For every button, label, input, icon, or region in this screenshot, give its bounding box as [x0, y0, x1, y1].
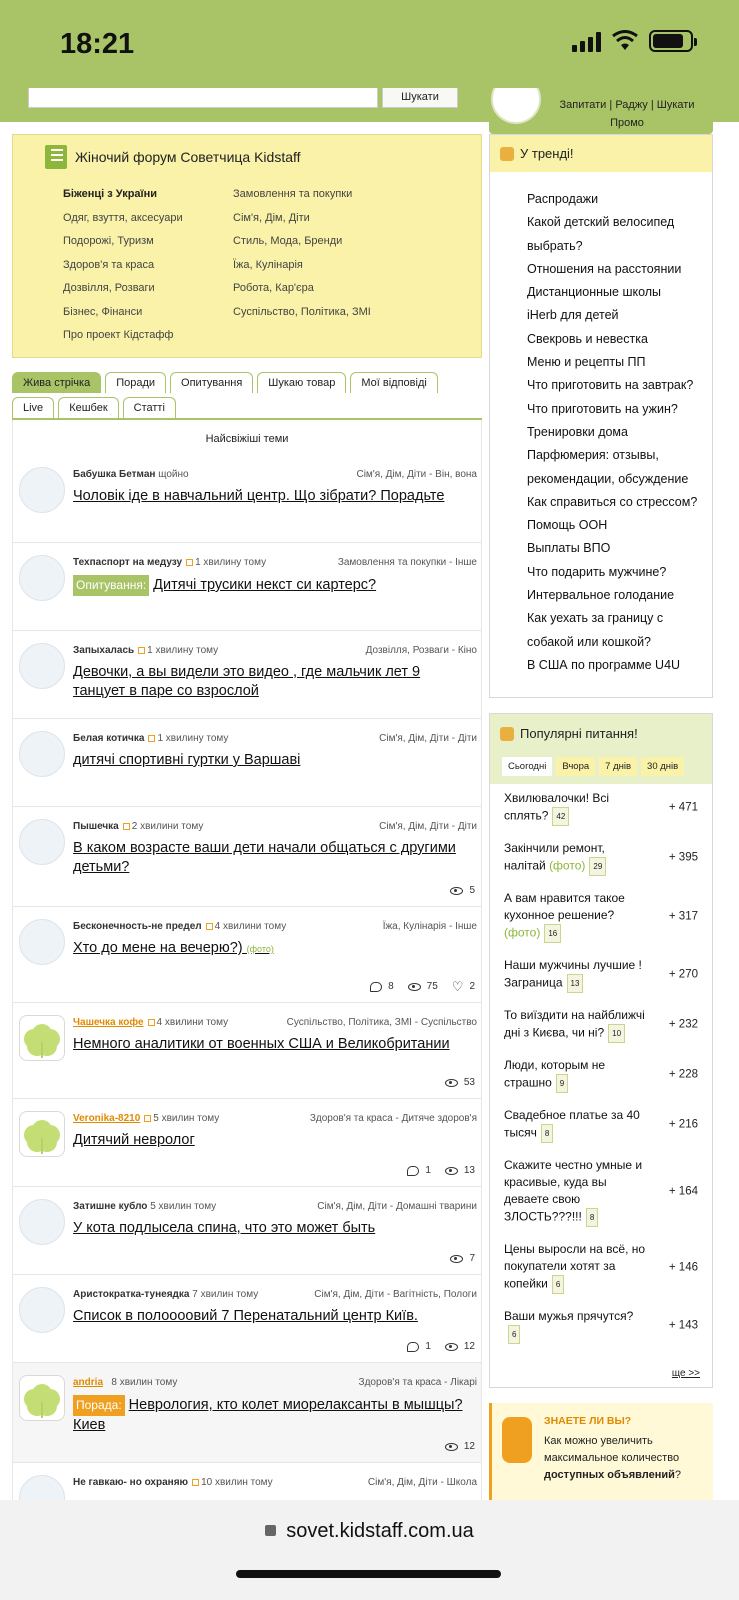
tab-cashback[interactable]: Кешбек: [58, 397, 118, 418]
post-time: 4 хвилини тому: [156, 1017, 229, 1028]
views-count: 5: [469, 885, 475, 896]
pages-badge[interactable]: 8: [541, 1124, 553, 1143]
post-title[interactable]: Немного аналитики от военных США и Великобритании: [73, 1036, 450, 1052]
photo-tag: (фото): [549, 858, 586, 873]
popular-count: + 317: [668, 910, 698, 923]
post-stats: [370, 978, 475, 994]
popular-box: [489, 713, 713, 1388]
popular-title: Популярні питання!: [520, 726, 638, 742]
trend-link[interactable]: iHerb для детей: [527, 308, 619, 323]
popular-tabs: [490, 741, 712, 784]
forum-category-link[interactable]: Робота, Кар'єра: [233, 282, 314, 294]
feed-list: [12, 420, 482, 1500]
trend-link[interactable]: Помощь ООН: [527, 518, 608, 533]
popular-item: [504, 840, 702, 876]
did-you-know-text: [544, 1433, 705, 1484]
status-box-icon: [123, 823, 130, 830]
forum-box: [12, 134, 482, 358]
did-you-know-body: Как можно увеличить максимальное количество: [544, 1435, 680, 1465]
forum-title: [45, 145, 467, 169]
list-item[interactable]: [13, 907, 481, 1003]
avatar: [19, 819, 65, 865]
browser-bottom-bar: [0, 1500, 739, 1600]
post-meta: Чашечка кофе 4 хвилини тому Суспільство, Політика, ЗМІ - Суспільство: [73, 1017, 477, 1028]
pages-badge[interactable]: 6: [552, 1275, 564, 1294]
post-author[interactable]: Пышечка: [73, 821, 119, 832]
trend-link[interactable]: Выплаты ВПО: [527, 541, 611, 556]
status-box-icon: [148, 735, 155, 742]
tab-7-days[interactable]: 7 днів: [599, 757, 637, 776]
views-count: 12: [463, 1341, 475, 1352]
post-subcategory[interactable]: Кіно: [457, 645, 477, 656]
flag-icon: [500, 727, 514, 741]
popular-item: [504, 1007, 702, 1043]
post-title[interactable]: Дитячі трусики некст си картерс?: [153, 577, 377, 593]
post-author[interactable]: Техпаспорт на медузу: [73, 557, 183, 568]
post-category[interactable]: Суспільство, Політика, ЗМІ: [286, 1017, 412, 1028]
post-time: щойно: [158, 469, 189, 480]
trend-link[interactable]: Свекровь и невестка: [527, 331, 648, 346]
avatar: [19, 1015, 65, 1061]
forum-category-link[interactable]: Замовлення та покупки: [233, 188, 353, 200]
post-category[interactable]: Дозвілля, Розваги: [365, 645, 449, 656]
views-count: 53: [463, 1077, 475, 1088]
post-subcategory[interactable]: Домашні тварини: [395, 1201, 477, 1212]
post-category[interactable]: Здоров'я та краса: [358, 1377, 442, 1388]
avatar: [19, 555, 65, 601]
tab-today[interactable]: Сьогодні: [502, 757, 552, 776]
forum-category-link[interactable]: Про проект Кідстафф: [63, 329, 174, 341]
mascot-icon: [502, 1417, 532, 1463]
post-author[interactable]: Veronika-8210: [73, 1113, 141, 1124]
views-count: 75: [426, 981, 438, 992]
post-subcategory[interactable]: Вагітність, Пологи: [392, 1289, 477, 1300]
popular-count: + 471: [668, 801, 698, 814]
search-input[interactable]: [28, 88, 378, 108]
views-count: 13: [463, 1165, 475, 1176]
post-meta: Затишне кубло 5 хвилин тому Сім'я, Дім, Діти - Домашні тварини: [73, 1201, 477, 1212]
trend-link[interactable]: Какой детский велосипед выбрать?: [527, 215, 675, 253]
post-meta: Пышечка 2 хвилини тому Сім'я, Дім, Діти - Діти: [73, 821, 477, 832]
tab-live[interactable]: Live: [12, 397, 54, 418]
popular-question[interactable]: Свадебное платье за 40 тысяч: [504, 1108, 640, 1140]
right-column: [489, 88, 713, 1500]
post-title-wrap: [73, 939, 475, 959]
views-count: 12: [463, 1441, 475, 1452]
did-you-know-tail: ?: [674, 1469, 681, 1482]
pages-badge[interactable]: 42: [552, 807, 569, 826]
tab-30-days[interactable]: 30 днів: [641, 757, 684, 776]
status-box-icon: [192, 1479, 199, 1486]
avatar: [19, 1475, 65, 1500]
trend-link[interactable]: Дистанционные школы: [527, 285, 662, 300]
post-meta: andria 8 хвилин тому Здоров'я та краса - Лікарі: [73, 1377, 477, 1388]
post-title-wrap: [73, 1395, 475, 1435]
signal-icon: [572, 30, 601, 52]
post-time: 5 хвилин тому: [153, 1113, 220, 1124]
forum-categories: [63, 183, 467, 348]
post-subcategory[interactable]: Лікарі: [450, 1377, 477, 1388]
trends-header: [490, 135, 712, 172]
status-box-icon: [144, 1115, 151, 1122]
post-time: 10 хвилин тому: [201, 1477, 273, 1488]
post-subcategory[interactable]: Інше: [455, 921, 477, 932]
comment-icon: [370, 982, 382, 992]
list-item[interactable]: [13, 1275, 481, 1363]
post-title[interactable]: Чоловік іде в навчальний центр. Що зібрати? Порадьте: [73, 488, 445, 504]
pages-badge[interactable]: 8: [586, 1208, 598, 1227]
search-button[interactable]: Шукати: [382, 88, 458, 108]
popular-question[interactable]: Цены выросли на всё, но покупатели хотят за копейки: [504, 1242, 646, 1291]
popular-count: + 164: [668, 1185, 698, 1198]
trend-link[interactable]: Что приготовить на ужин?: [527, 401, 678, 416]
popular-question[interactable]: Наши мужчины лучшие ! Заграница: [504, 958, 642, 990]
popular-item: [504, 1308, 702, 1344]
post-title[interactable]: В каком возрасте ваши дети начали общаться с другими детьми?: [73, 840, 456, 875]
comments-count: 8: [388, 981, 394, 992]
post-subcategory[interactable]: Школа: [446, 1477, 477, 1488]
post-time: 7 хвилин тому: [192, 1289, 259, 1300]
trends-title: У тренді!: [520, 146, 574, 161]
status-box-icon: [148, 1019, 155, 1026]
post-meta: Бесконечность-не предел 4 хвилини тому Їжа, Кулінарія - Інше: [73, 921, 477, 932]
eye-icon: [450, 1255, 463, 1263]
eye-icon: [445, 1443, 458, 1451]
pages-badge[interactable]: 13: [567, 974, 584, 993]
feed-heading: Найсвіжіші теми: [205, 433, 289, 445]
forum-category-link[interactable]: Дозвілля, Розваги: [63, 282, 155, 294]
address-bar[interactable]: [0, 1520, 739, 1543]
post-title[interactable]: Неврология, кто колет миорелаксанты в мышцы?Киев: [73, 1397, 463, 1433]
trend-link[interactable]: Что приготовить на завтрак?: [527, 378, 694, 393]
forum-category-link[interactable]: Одяг, взуття, аксесуари: [63, 211, 183, 224]
popular-question[interactable]: Ваши мужья прячутся?: [504, 1309, 634, 1324]
status-box-icon: [186, 559, 193, 566]
post-title[interactable]: Список в полоооовий 7 Перенатальний центр Київ.: [73, 1308, 418, 1324]
post-stats: [407, 1341, 475, 1352]
list-item[interactable]: [13, 543, 481, 631]
post-meta: Техпаспорт на медузу 1 хвилину тому Замовлення та покупки - Інше: [73, 557, 477, 568]
trend-link[interactable]: Что подарить мужчине?: [527, 564, 667, 579]
popular-item: [504, 1157, 702, 1227]
trend-link[interactable]: Отношения на расстоянии: [527, 261, 682, 276]
post-subcategory[interactable]: Він, вона: [435, 469, 477, 480]
avatar: [19, 731, 65, 777]
forum-title-text: Жіночий форум Советчица Kidstaff: [75, 149, 301, 165]
status-bar: [0, 0, 739, 88]
search-link[interactable]: Шукати: [656, 99, 695, 111]
post-title[interactable]: У кота подлысела спина, что это может быть: [73, 1220, 376, 1236]
forum-category-link[interactable]: Суспільство, Політика, ЗМІ: [233, 305, 371, 318]
more-link[interactable]: ще >>: [671, 1368, 700, 1380]
post-author[interactable]: Аристократка-тунеядка: [73, 1289, 190, 1300]
tab-advice[interactable]: Поради: [105, 372, 166, 393]
avatar: [19, 1287, 65, 1333]
post-time: 1 хвилину тому: [195, 557, 267, 568]
avatar: [19, 919, 65, 965]
post-time: 4 хвилини тому: [214, 921, 287, 932]
post-stats: [445, 1441, 475, 1452]
popular-item: [504, 1057, 702, 1093]
available-ads-link[interactable]: доступных объявлений: [544, 1469, 675, 1482]
post-time: 1 хвилину тому: [157, 733, 229, 744]
post-time: 5 хвилин тому: [150, 1201, 217, 1212]
popular-count: + 232: [668, 1018, 698, 1031]
fire-icon: [500, 147, 514, 161]
popular-count: + 395: [668, 851, 698, 864]
avatar: [19, 1375, 65, 1421]
pages-badge[interactable]: 29: [589, 857, 606, 876]
post-stats: [450, 885, 475, 896]
popular-count: + 216: [668, 1118, 698, 1131]
post-author[interactable]: Бесконечность-не предел: [73, 921, 202, 932]
post-meta: Не гавкаю- но охраняю 10 хвилин тому Сім'я, Дім, Діти - Школа: [73, 1477, 477, 1488]
post-author[interactable]: Белая котичка: [73, 733, 145, 744]
advise-link[interactable]: Раджу: [615, 99, 648, 111]
post-time: 2 хвилини тому: [131, 821, 204, 832]
list-item[interactable]: [13, 631, 481, 719]
popular-item: [504, 790, 702, 826]
book-icon: [45, 145, 67, 169]
left-column: [12, 134, 482, 1500]
list-item[interactable]: [13, 1363, 481, 1463]
popular-question[interactable]: Люди, которым не страшно: [504, 1058, 605, 1090]
post-subcategory[interactable]: Діти: [457, 733, 477, 744]
avatar: [19, 467, 65, 513]
did-you-know-title: ЗНАЕТЕ ЛИ ВЫ?: [544, 1415, 632, 1428]
post-title[interactable]: дитячі спортивні гуртки у Варшаві: [73, 752, 301, 768]
post-category[interactable]: Їжа, Кулінарія: [382, 921, 447, 932]
tab-polls[interactable]: Опитування: [170, 372, 253, 393]
post-stats: [445, 1077, 475, 1088]
post-author[interactable]: Бабушка Бетман: [73, 469, 156, 480]
home-indicator[interactable]: [236, 1570, 501, 1578]
trend-link[interactable]: Интервальное голодание: [527, 588, 675, 603]
post-time: 8 хвилин тому: [111, 1377, 178, 1388]
did-you-know-box: [489, 1403, 713, 1500]
status-box-icon: [138, 647, 145, 654]
popular-item: [504, 1241, 702, 1294]
popular-question[interactable]: Закінчили ремонт, налітай: [504, 841, 605, 873]
post-meta: Бабушка Бетман щойно Сім'я, Дім, Діти - Він, вона: [73, 469, 477, 480]
list-item[interactable]: [13, 1003, 481, 1099]
post-stats: [450, 1253, 475, 1264]
list-item[interactable]: [13, 1187, 481, 1275]
popular-question[interactable]: А вам нравится такое кухонное решение?: [504, 891, 625, 923]
tab-yesterday[interactable]: Вчора: [556, 757, 595, 776]
top-links: Запитати | Раджу | Шукати Промо: [559, 99, 695, 129]
post-author[interactable]: Чашечка кофе: [73, 1017, 144, 1028]
url-text: sovet.kidstaff.com.ua: [286, 1520, 474, 1542]
tab-live-feed[interactable]: Жива стрічка: [12, 372, 101, 393]
trend-link[interactable]: Тренировки дома: [527, 424, 628, 439]
pages-badge[interactable]: 6: [508, 1325, 520, 1344]
post-category[interactable]: Замовлення та покупки: [337, 557, 447, 568]
post-category[interactable]: Сім'я, Дім, Діти: [356, 469, 427, 480]
eye-icon: [408, 983, 421, 991]
pages-badge[interactable]: 9: [556, 1074, 568, 1093]
post-category[interactable]: Сім'я, Дім, Діти: [317, 1201, 388, 1212]
forum-category-link[interactable]: Подорожі, Туризм: [63, 235, 154, 247]
views-count: 7: [469, 1253, 475, 1264]
post-category[interactable]: Сім'я, Дім, Діти: [379, 733, 449, 744]
ask-link[interactable]: Запитати: [559, 99, 607, 111]
wifi-icon: [611, 30, 639, 52]
tab-articles[interactable]: Статті: [123, 397, 176, 418]
list-item[interactable]: [13, 1099, 481, 1187]
post-subcategory[interactable]: Інше: [455, 557, 477, 568]
avatar: [19, 643, 65, 689]
status-icons: [572, 30, 693, 52]
pages-badge[interactable]: 10: [608, 1024, 625, 1043]
post-stats: [407, 1165, 475, 1176]
post-title[interactable]: Дитячий невролог: [73, 1132, 195, 1148]
forum-category-link[interactable]: Здоров'я та краса: [63, 258, 155, 271]
status-box-icon: [206, 923, 213, 930]
eye-icon: [450, 887, 463, 895]
popular-item: [504, 1107, 702, 1143]
popular-count: + 146: [668, 1261, 698, 1274]
post-category[interactable]: Здоров'я та краса: [309, 1113, 393, 1124]
list-item[interactable]: [13, 807, 481, 907]
trend-link[interactable]: Парфюмерия: отзывы, рекомендации, обсуждение: [527, 448, 689, 486]
post-author[interactable]: Затишне кубло: [73, 1201, 148, 1212]
list-item[interactable]: [13, 455, 481, 543]
photo-tag: (фото): [504, 925, 541, 940]
likes-count: 2: [469, 981, 475, 992]
trend-link[interactable]: Распродажи: [527, 192, 599, 206]
site-logo[interactable]: [491, 88, 541, 124]
avatar: [19, 1111, 65, 1157]
promo-link[interactable]: Промо: [610, 117, 644, 129]
post-author[interactable]: Не гавкаю- но охраняю: [73, 1477, 189, 1488]
popular-item: [504, 957, 702, 993]
popular-question[interactable]: Скажите честно умные и красивые, куда вы деваете свою ЗЛОСТЬ???!!!: [504, 1158, 643, 1224]
post-author[interactable]: Запыхалась: [73, 645, 135, 656]
status-time: 18:21: [60, 28, 135, 60]
trends-list: [490, 172, 712, 697]
forum-category-link[interactable]: Біженці з України: [63, 188, 158, 200]
post-subcategory[interactable]: Діти: [457, 821, 477, 832]
popular-count: + 143: [668, 1319, 698, 1332]
post-author[interactable]: andria: [73, 1377, 104, 1388]
post-meta: Veronika-8210 5 хвилин тому Здоров'я та краса - Дитяче здоров'я: [73, 1113, 477, 1124]
photo-tag: (фото): [246, 944, 274, 954]
eye-icon: [445, 1343, 458, 1351]
poll-badge: Опитування:: [73, 575, 149, 596]
post-meta: Аристократка-тунеядка 7 хвилин тому Сім'я, Дім, Діти - Вагітність, Пологи: [73, 1289, 477, 1300]
feed-tabs: [12, 372, 482, 420]
post-title[interactable]: Девочки, а вы видели это видео , где мальчик лет 9 танцует в паре со взрослой: [73, 664, 421, 699]
comments-count: 1: [425, 1165, 431, 1176]
post-title-wrap: [73, 575, 475, 596]
web-page: [0, 88, 739, 1500]
post-time: 1 хвилину тому: [147, 645, 219, 656]
lock-icon: [265, 1525, 276, 1536]
eye-icon: [445, 1079, 458, 1087]
post-meta: Запыхалась 1 хвилину тому Дозвілля, Розваги - Кіно: [73, 645, 477, 656]
popular-item: [504, 890, 702, 943]
trends-box: [489, 134, 713, 698]
post-category[interactable]: Сім'я, Дім, Діти: [367, 1477, 438, 1488]
post-category[interactable]: Сім'я, Дім, Діти: [314, 1289, 385, 1300]
popular-question[interactable]: Хвилювалочки! Всі сплять?: [504, 791, 610, 823]
post-category[interactable]: Сім'я, Дім, Діти: [379, 821, 449, 832]
forum-category-link[interactable]: Бізнес, Фінанси: [63, 305, 143, 318]
comment-icon: [407, 1166, 419, 1176]
tab-my-answers[interactable]: Мої відповіді: [350, 372, 437, 393]
post-meta: Белая котичка 1 хвилину тому Сім'я, Дім, Діти - Діти: [73, 733, 477, 744]
trend-link[interactable]: Меню и рецепты ПП: [527, 355, 646, 370]
forum-category-link[interactable]: Сім'я, Дім, Діти: [233, 211, 310, 224]
tab-looking-for-product[interactable]: Шукаю товар: [257, 372, 346, 393]
trend-link[interactable]: Как уехать за границу с собакой или кошкой?: [527, 611, 664, 649]
list-item[interactable]: [13, 1463, 481, 1500]
post-title[interactable]: Хто до мене на вечерю?): [73, 940, 243, 956]
popular-question[interactable]: То виїздити на найближчі дні з Києва, чи ні?: [504, 1008, 645, 1040]
list-item[interactable]: [13, 719, 481, 807]
popular-count: + 270: [668, 968, 698, 981]
logo-area: [489, 88, 713, 134]
popular-count: + 228: [668, 1068, 698, 1081]
eye-icon: [445, 1167, 458, 1175]
popular-header: [490, 714, 712, 741]
trend-link[interactable]: Как справиться со стрессом?: [527, 494, 698, 509]
post-subcategory[interactable]: Суспільство: [420, 1017, 477, 1028]
advice-badge: Порада:: [73, 1395, 125, 1416]
trend-link[interactable]: В США по программе U4U: [527, 657, 681, 672]
comments-count: 1: [425, 1341, 431, 1352]
popular-list: [490, 784, 712, 1364]
heart-icon[interactable]: ♡: [451, 978, 464, 994]
avatar: [19, 1199, 65, 1245]
pages-badge[interactable]: 16: [544, 924, 561, 943]
comment-icon: [407, 1342, 419, 1352]
battery-icon: [649, 30, 693, 52]
forum-category-link[interactable]: Їжа, Кулінарія: [233, 258, 303, 271]
forum-category-link[interactable]: Стиль, Мода, Бренди: [233, 235, 343, 247]
post-subcategory[interactable]: Дитяче здоров'я: [401, 1113, 477, 1124]
